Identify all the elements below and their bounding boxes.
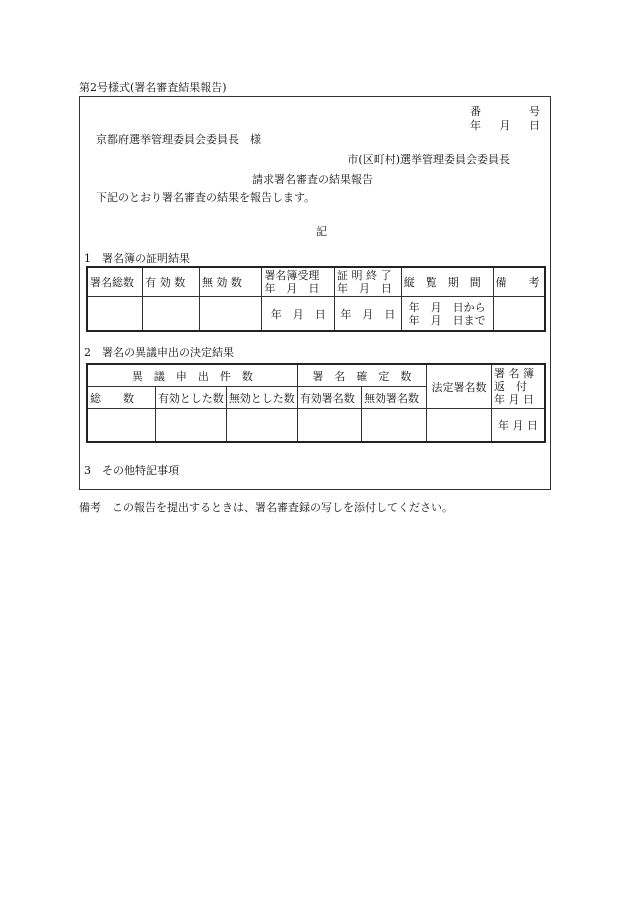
addressee: 京都府選挙管理委員会委員長 様 <box>96 133 261 146</box>
intro-text: 下記のとおり署名審査の結果を報告します。 <box>96 191 316 204</box>
cell-valid-signatures[interactable] <box>297 409 361 443</box>
header-valid: 有 効 数 <box>143 267 200 297</box>
header-valid-signatures: 有効署名数 <box>297 387 361 409</box>
cell-rejected[interactable] <box>226 409 297 443</box>
header-total: 署名総数 <box>87 267 143 297</box>
number-char-a: 番 <box>470 105 481 118</box>
objection-table <box>86 363 546 443</box>
form-label: 第2号様式(署名審査結果報告) <box>79 81 227 94</box>
header-accepted: 有効とした数 <box>155 387 226 409</box>
cell-invalid[interactable] <box>199 297 261 332</box>
section2-title: 2 署名の異議申出の決定結果 <box>84 346 234 359</box>
section3-title: 3 その他特記事項 <box>84 464 179 477</box>
number-char-b: 号 <box>529 105 540 118</box>
cell-valid[interactable] <box>143 297 200 332</box>
sender: 市(区町村)選挙管理委員会委員長 <box>347 153 510 166</box>
subject: 請求署名審査の結果報告 <box>252 173 373 186</box>
header-remarks: 備 考 <box>493 267 545 297</box>
header-invalid-signatures: 無効署名数 <box>361 387 426 409</box>
header-inspection-period: 縦 覧 期 間 <box>401 267 493 297</box>
footnote: 備考 この報告を提出するときは、署名審査録の写しを添付してください。 <box>79 501 453 514</box>
date-month: 月 <box>499 119 511 132</box>
section1-title: 1 署名簿の証明結果 <box>84 252 190 265</box>
cell-received-date[interactable]: 年 月 日 <box>262 297 335 332</box>
report-frame <box>79 96 551 490</box>
cell-return-date[interactable]: 年 月 日 <box>492 409 545 443</box>
header-objection-count: 異 議 申 出 件 数 <box>87 364 297 387</box>
header-rejected: 無効とした数 <box>226 387 297 409</box>
ki-heading: 記 <box>316 225 327 238</box>
date-year: 年 <box>470 119 481 132</box>
cell-inspection-period[interactable]: 年 月 日から 年 月 日まで <box>401 297 493 332</box>
header-legal-count: 法定署名数 <box>427 364 492 409</box>
cell-total[interactable] <box>87 297 143 332</box>
header-confirmed-count: 署 名 確 定 数 <box>297 364 426 387</box>
cell-invalid-signatures[interactable] <box>361 409 426 443</box>
date-day: 日 <box>529 119 540 132</box>
document-date-line <box>470 117 540 133</box>
cell-objection-total[interactable] <box>87 409 155 443</box>
header-received: 署名簿受理 年 月 日 <box>262 267 335 297</box>
header-invalid: 無 効 数 <box>199 267 261 297</box>
header-return-date: 署 名 簿 返 付 年 月 日 <box>492 364 545 409</box>
cell-legal-count[interactable] <box>427 409 492 443</box>
cell-cert-date[interactable]: 年 月 日 <box>335 297 402 332</box>
header-objection-total: 総 数 <box>87 387 155 409</box>
header-cert-end: 証 明 終 了 年 月 日 <box>335 267 402 297</box>
certification-table <box>86 266 546 332</box>
cell-accepted[interactable] <box>155 409 226 443</box>
cell-remarks[interactable] <box>493 297 545 332</box>
